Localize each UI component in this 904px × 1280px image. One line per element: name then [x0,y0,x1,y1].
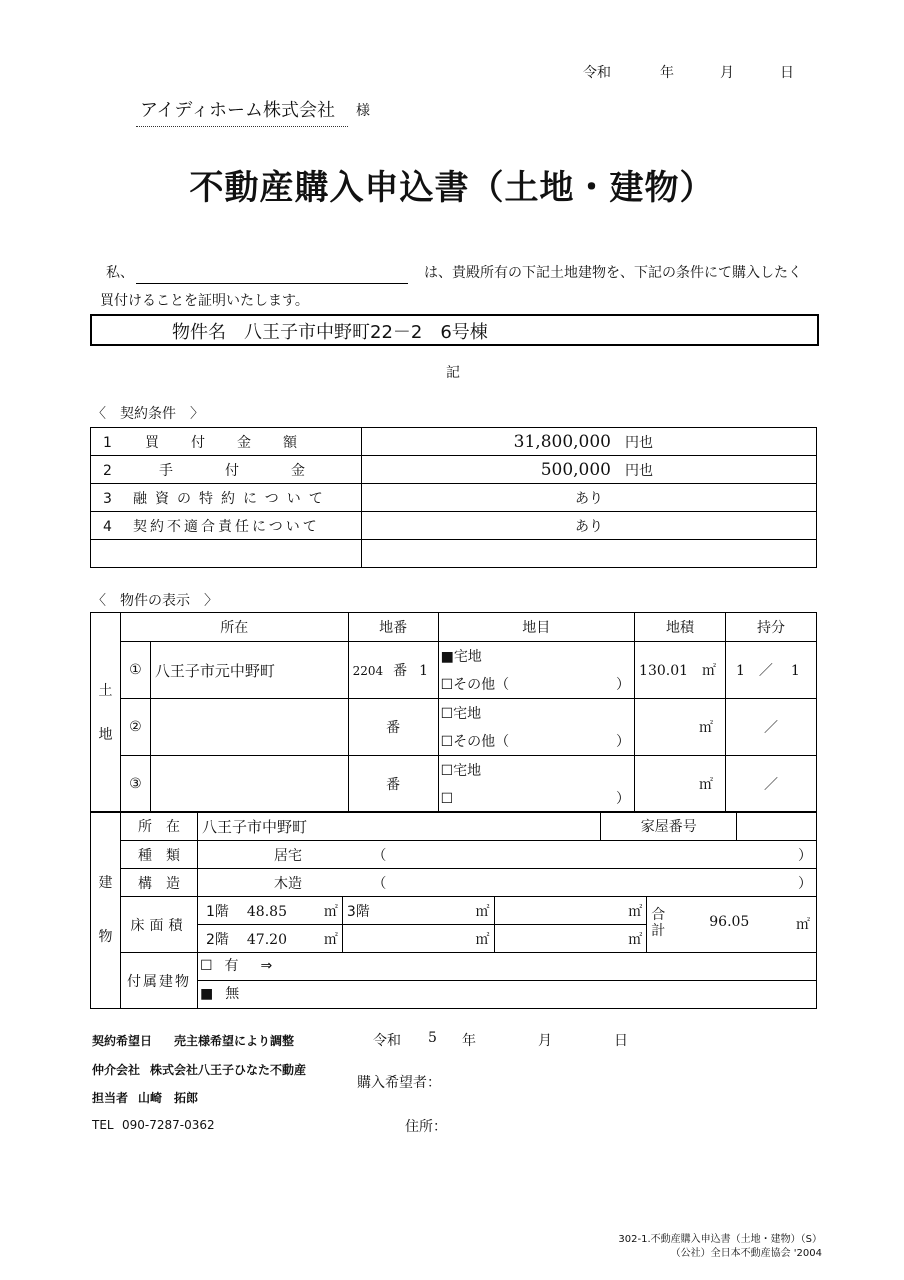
date-reiwa: 令和 [583,65,611,81]
building-type[interactable]: 居宅 （ ） [197,841,816,869]
building-structure-row [91,869,817,897]
floor-extra[interactable]: ㎡ [494,897,647,925]
contract-table [90,427,817,568]
ki-label: 記 [446,365,460,381]
land-location[interactable] [150,699,348,756]
land-area[interactable]: ㎡ [635,756,726,813]
land-share[interactable]: 1 ／ 1 [726,642,817,699]
land-side-label: 土地 [91,613,121,813]
building-location[interactable]: 八王子市中野町 [197,812,600,841]
contract-value-cell[interactable] [362,540,817,568]
contract-row-loan [91,484,817,512]
copyright: （公社）全日本不動産協会 '2004 [670,1248,822,1259]
land-share[interactable]: ／ [726,756,817,813]
header-chimoku: 地目 [438,613,634,642]
checkbox-residential[interactable]: ☐ [440,763,454,779]
form-code: 302-1.不動産購入申込書（土地・建物）（S） [618,1234,822,1245]
agency-name: 株式会社八王子ひなた不動産 [150,1063,307,1077]
building-location-label: 所 在 [120,812,197,841]
page-title: 不動産購入申込書（土地・建物） [189,168,715,208]
header-area: 地積 [635,613,726,642]
land-num: ③ [120,756,150,813]
contract-label-cell: 2 手付金 [91,456,362,484]
building-structure[interactable]: 木造 （ ） [197,869,816,897]
contract-value-cell[interactable]: 500,000 円也 [362,456,817,484]
floor-3[interactable]: 3階 ㎡ [342,897,494,925]
staff-name: 山崎 拓郎 [138,1091,199,1105]
annex-row [91,953,817,1009]
contract-value-cell[interactable]: あり [362,484,817,512]
contract-label-cell: 4 契約不適合責任について [91,512,362,540]
land-area[interactable]: 130.01 ㎡ [635,642,726,699]
land-row-3 [91,756,817,813]
date-month-label: 月 [720,65,734,81]
property-section-label: 〈 物件の表示 〉 [92,593,218,609]
building-type-row [91,841,817,869]
land-chiban[interactable]: 番 [348,699,438,756]
honorific: 様 [356,103,370,119]
building-table [90,811,817,1009]
footer-month-label: 月 [538,1033,552,1049]
contract-label-cell: 3 融資の特約について [91,484,362,512]
land-row-1 [91,642,817,699]
land-chimoku[interactable]: ☐宅地 ☐その他（ ） [438,699,634,756]
checkbox-other[interactable]: ☐ [440,791,454,807]
land-share[interactable]: ／ [726,699,817,756]
contract-date-note: 売主様希望により調整 [174,1034,295,1048]
floor-extra[interactable]: ㎡ [494,925,647,953]
contract-row-liability [91,512,817,540]
land-chimoku[interactable]: ■宅地 ☐その他（ ） [438,642,634,699]
date-day-label: 日 [780,65,794,81]
intro-line1: は、貴殿所有の下記土地建物を、下記の条件にて購入したく [424,265,802,281]
contract-row-empty [91,540,817,568]
contract-value-cell[interactable]: 31,800,000 円也 [362,428,817,456]
intro-line2: 買付けることを証明いたします。 [100,293,309,309]
staff-label: 担当者 [92,1091,129,1105]
checkbox-other[interactable]: ☐ [440,734,454,750]
building-side-label: 建物 [91,812,121,1009]
header-share: 持分 [726,613,817,642]
land-chimoku[interactable]: ☐宅地 ☐ ） [438,756,634,813]
footer-day-label: 日 [614,1033,628,1049]
land-num: ① [120,642,150,699]
footer-year-label: 年 [462,1033,476,1049]
building-structure-label: 構 造 [120,869,197,897]
total-area[interactable]: 合 計 96.05 ㎡ [647,897,817,953]
land-area[interactable]: ㎡ [635,699,726,756]
address-label: 住所： [405,1119,447,1135]
land-location[interactable]: 八王子市元中野町 [150,642,348,699]
contract-row-deposit [91,456,817,484]
building-type-label: 種 類 [120,841,197,869]
contract-label-cell[interactable] [91,540,362,568]
house-no-value[interactable] [737,812,817,841]
date-year-label: 年 [660,65,674,81]
annex-yes-checkbox[interactable]: ☐ [199,958,213,974]
contract-value-cell[interactable]: あり [362,512,817,540]
addressee: アイディホーム株式会社 [140,100,335,121]
header-chiban: 地番 [348,613,438,642]
header-location: 所在 [120,613,348,642]
annex-label: 付属建物 [120,953,197,1009]
floor-1[interactable]: 1階 48.85 ㎡ [197,897,342,925]
property-name: 物件名 八王子市中野町22－2 6号棟 [172,322,488,343]
land-header-row [91,613,817,642]
agency-label: 仲介会社 [92,1063,141,1077]
buyer-label: 購入希望者： [357,1075,441,1091]
floor-area-label: 床面積 [120,897,197,953]
floor-4[interactable]: ㎡ [342,925,494,953]
footer-year-value[interactable]: 5 [428,1030,437,1046]
annex-no-checkbox[interactable]: ■ [199,986,214,1002]
tel-number: 090-7287-0362 [122,1118,215,1132]
contract-date-label: 契約希望日 [92,1034,153,1048]
checkbox-residential[interactable]: ☐ [440,706,454,722]
contract-row-price [91,428,817,456]
intro-watashi: 私、 [106,265,134,281]
checkbox-residential[interactable]: ■ [440,649,454,665]
land-chiban[interactable]: 2204 番 1 [348,642,438,699]
land-table [90,612,817,813]
annex-options: ☐ 有 ⇒ ■ 無 [197,953,816,1009]
addressee-underline [136,126,348,127]
land-location[interactable] [150,756,348,813]
building-location-row [91,812,817,841]
house-no-label: 家屋番号 [601,812,737,841]
land-chiban[interactable]: 番 [348,756,438,813]
name-field[interactable] [136,283,408,284]
tel-label: TEL [92,1118,114,1132]
contract-section-label: 〈 契約条件 〉 [92,406,204,422]
floor-2[interactable]: 2階 47.20 ㎡ [197,925,342,953]
contract-label-cell: 1 買付金額 [91,428,362,456]
floor-row-1 [91,897,817,925]
property-name-box [90,314,819,346]
checkbox-other[interactable]: ☐ [440,677,454,693]
footer-reiwa: 令和 [373,1033,401,1049]
land-row-2 [91,699,817,756]
land-num: ② [120,699,150,756]
